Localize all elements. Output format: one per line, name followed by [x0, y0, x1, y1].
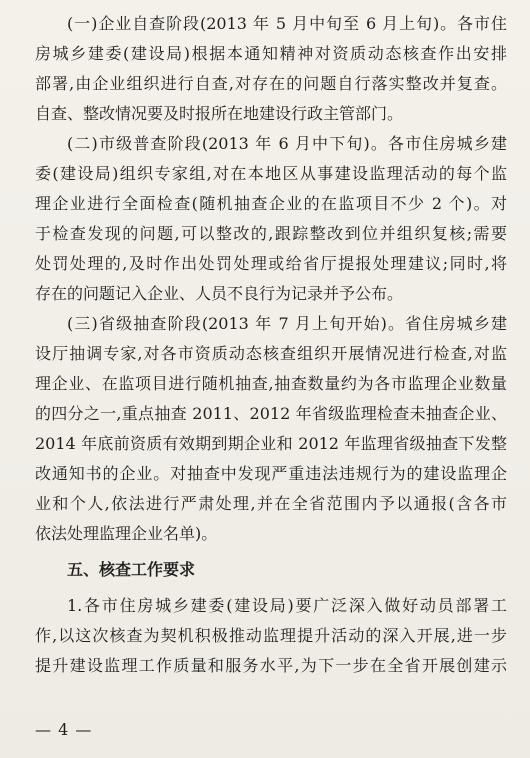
text-line: 作,以这次核查为契机积极推动监理提升活动的深入开展,进一步 [35, 626, 507, 645]
text-line: 2014 年底前资质有效期到期企业和 2012 年监理省级抽查下发整 [35, 434, 507, 453]
text-line: 依法处理监理企业名单)。 [35, 524, 218, 543]
text-line: 1.各市住房城乡建委(建设局)要广泛深入做好动员部署工 [67, 596, 507, 615]
paragraph-requirements [35, 591, 507, 681]
text-line: 部署,由企业组织进行自查,对存在的问题自行落实整改并复查。 [35, 74, 507, 93]
text-line: 房城乡建委(建设局)根据本通知精神对资质动态核查作出安排 [35, 44, 507, 63]
text-line: 改通知书的企业。对抽查中发现严重违法违规行为的建设监理企 [35, 464, 507, 483]
text-line: 提升建设监理工作质量和服务水平,为下一步在全省开展创建示 [35, 656, 507, 675]
text-line: 的四分之一,重点抽查 2011、2012 年省级监理检查未抽查企业、 [35, 404, 507, 423]
text-line: 理企业、在监项目进行随机抽查,抽查数量约为各市监理企业数量 [35, 374, 507, 393]
document-body [35, 9, 507, 681]
page-number: — 4 — [35, 720, 93, 739]
text-line: 理企业进行全面检查(随机抽查企业的在监项目不少 2 个)。对 [35, 194, 507, 213]
text-line: 自查、整改情况要及时报所在地建设行政主管部门。 [35, 104, 404, 123]
text-line: 处罚处理的,及时作出处罚处理或给省厅提报处理建议;同时,将 [35, 254, 507, 273]
text-line: (二)市级普查阶段(2013 年 6 月中下旬)。各市住房城乡建 [67, 134, 507, 153]
paragraph-city-general-check [35, 129, 507, 309]
text-line: 存在的问题记入企业、人员不良行为记录并予公布。 [35, 284, 404, 303]
text-line: 委(建设局)组织专家组,对在本地区从事建设监理活动的每个监 [35, 164, 507, 183]
text-line: (三)省级抽查阶段(2013 年 7 月上旬开始)。省住房城乡建 [67, 314, 507, 333]
text-line: 业和个人,依法进行严肃处理,并在全省范围内予以通报(含各市 [35, 494, 507, 513]
section-heading: 五、核查工作要求 [67, 560, 196, 579]
paragraph-enterprise-self-check [35, 9, 507, 129]
text-line: 于检查发现的问题,可以整改的,跟踪整改到位并组织复核;需要 [35, 224, 507, 243]
text-line: 设厅抽调专家,对各市资质动态核查组织开展情况进行检查,对监 [35, 344, 507, 363]
text-line: (一)企业自查阶段(2013 年 5 月中旬至 6 月上旬)。各市住 [67, 14, 507, 33]
paragraph-provincial-spot-check [35, 309, 507, 549]
